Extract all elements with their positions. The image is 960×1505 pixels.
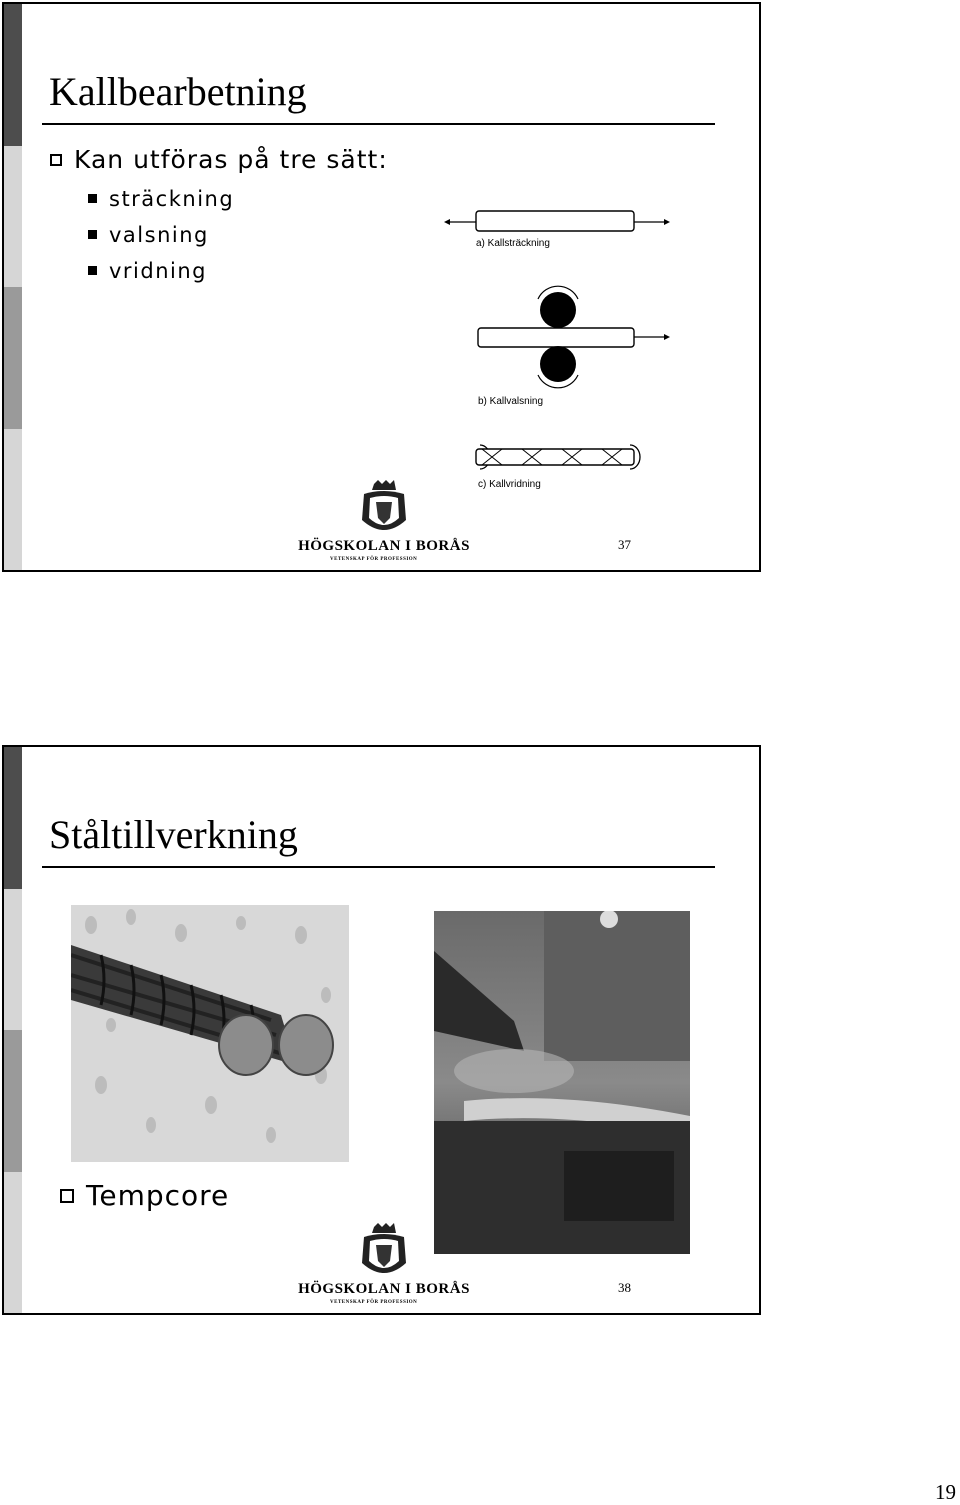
bullet-text: Kan utföras på tre sätt: <box>74 145 388 174</box>
university-logo <box>294 1223 474 1313</box>
slide-title: Ståltillverkning <box>49 812 298 857</box>
steel-mill-photo <box>434 911 690 1254</box>
subbullet-text: valsning <box>109 223 209 247</box>
twisting-illustration <box>476 445 640 469</box>
bullet <box>60 1179 229 1212</box>
bullet <box>50 145 388 174</box>
slide-38 <box>2 745 761 1315</box>
stretching-illustration <box>444 211 670 231</box>
logo-tagline: VETENSKAP FÖR PROFESSION <box>330 1300 418 1305</box>
hollow-square-bullet-icon <box>50 154 62 166</box>
slide-side-bar <box>4 4 22 570</box>
diagram-label-a: a) Kallsträckning <box>476 238 550 249</box>
hollow-square-bullet-icon <box>60 1189 74 1203</box>
crest-icon <box>294 480 474 540</box>
subbullet <box>88 259 207 283</box>
university-logo <box>294 480 474 570</box>
slide-side-bar <box>4 747 22 1313</box>
subbullet <box>88 187 234 211</box>
rolling-illustration <box>478 286 670 388</box>
slide-page-number: 38 <box>618 1280 631 1295</box>
slide-page-number: 37 <box>618 537 631 552</box>
document-page-number: 19 <box>935 1480 956 1504</box>
logo-wordmark: HÖGSKOLAN I BORÅS <box>298 538 470 554</box>
title-rule <box>42 866 715 868</box>
logo-tagline: VETENSKAP FÖR PROFESSION <box>330 557 418 562</box>
square-bullet-icon <box>88 266 97 275</box>
slide-title: Kallbearbetning <box>49 69 307 114</box>
crest-icon <box>294 1223 474 1283</box>
square-bullet-icon <box>88 230 97 239</box>
square-bullet-icon <box>88 194 97 203</box>
cold-working-diagram <box>442 189 687 494</box>
logo-wordmark: HÖGSKOLAN I BORÅS <box>298 1281 470 1297</box>
subbullet-text: vridning <box>109 259 208 283</box>
subbullet <box>88 223 209 247</box>
slide-37 <box>2 2 761 572</box>
title-rule <box>42 123 715 125</box>
diagram-label-b: b) Kallvalsning <box>478 396 544 407</box>
diagram-label-c: c) Kallvridning <box>478 479 541 490</box>
bullet-text: Tempcore <box>86 1179 230 1212</box>
rebar-photo <box>71 905 349 1162</box>
subbullet-text: sträckning <box>109 187 235 211</box>
